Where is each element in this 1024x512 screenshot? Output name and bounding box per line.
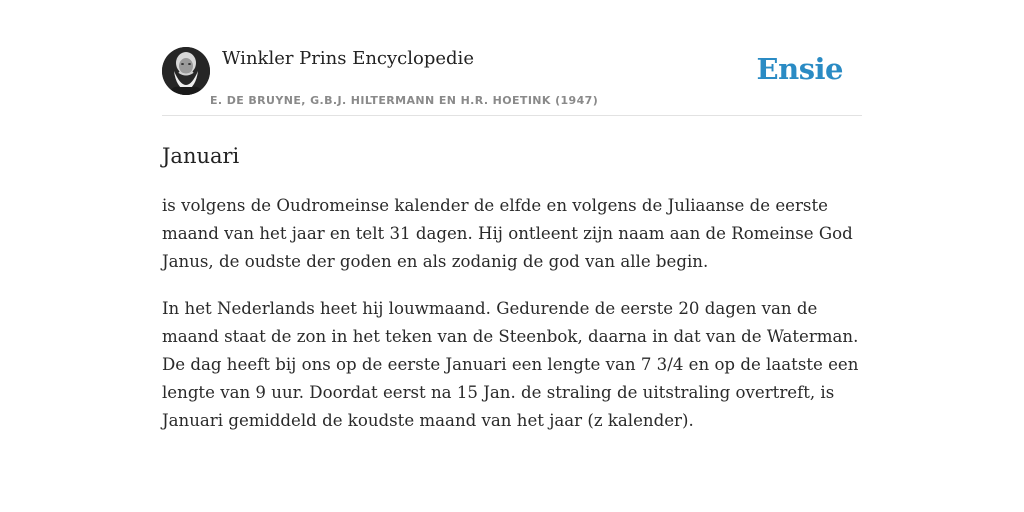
source-header bbox=[162, 47, 862, 116]
entry-paragraph: is volgens de Oudromeinse kalender de elfde en volgens de Juliaanse de eerste maand van het jaar en telt 31 dagen. Hij ontleent zijn naam aan de Romeinse God Janus, de oudste der goden en als zodanig de god van alle begin. bbox=[162, 196, 853, 271]
entry-title: Januari bbox=[162, 144, 240, 168]
source-authors: E. DE BRUYNE, G.B.J. HILTERMANN EN H.R. HOETINK (1947) bbox=[210, 94, 599, 107]
ensie-logo[interactable]: Ensie bbox=[756, 52, 843, 86]
entry-paragraph: In het Nederlands heet hij louwmaand. Gedurende de eerste 20 dagen van de maand staat de zon in het teken van de Steenbok, daarna in dat van de Waterman. De dag heeft bij ons op de eerste Januari een lengte van 7 3/4 en op de laatste een lengte van 9 uur. Doordat eerst na 15 Jan. de straling de uitstraling overtreft, is Januari gemiddeld de koudste maand van het jaar (z kalender). bbox=[162, 299, 859, 430]
source-title[interactable]: Winkler Prins Encyclopedie bbox=[222, 48, 474, 69]
page bbox=[162, 0, 862, 435]
bearded-man-portrait-icon bbox=[162, 47, 210, 95]
author-avatar[interactable] bbox=[162, 47, 210, 95]
entry-body bbox=[162, 192, 862, 435]
